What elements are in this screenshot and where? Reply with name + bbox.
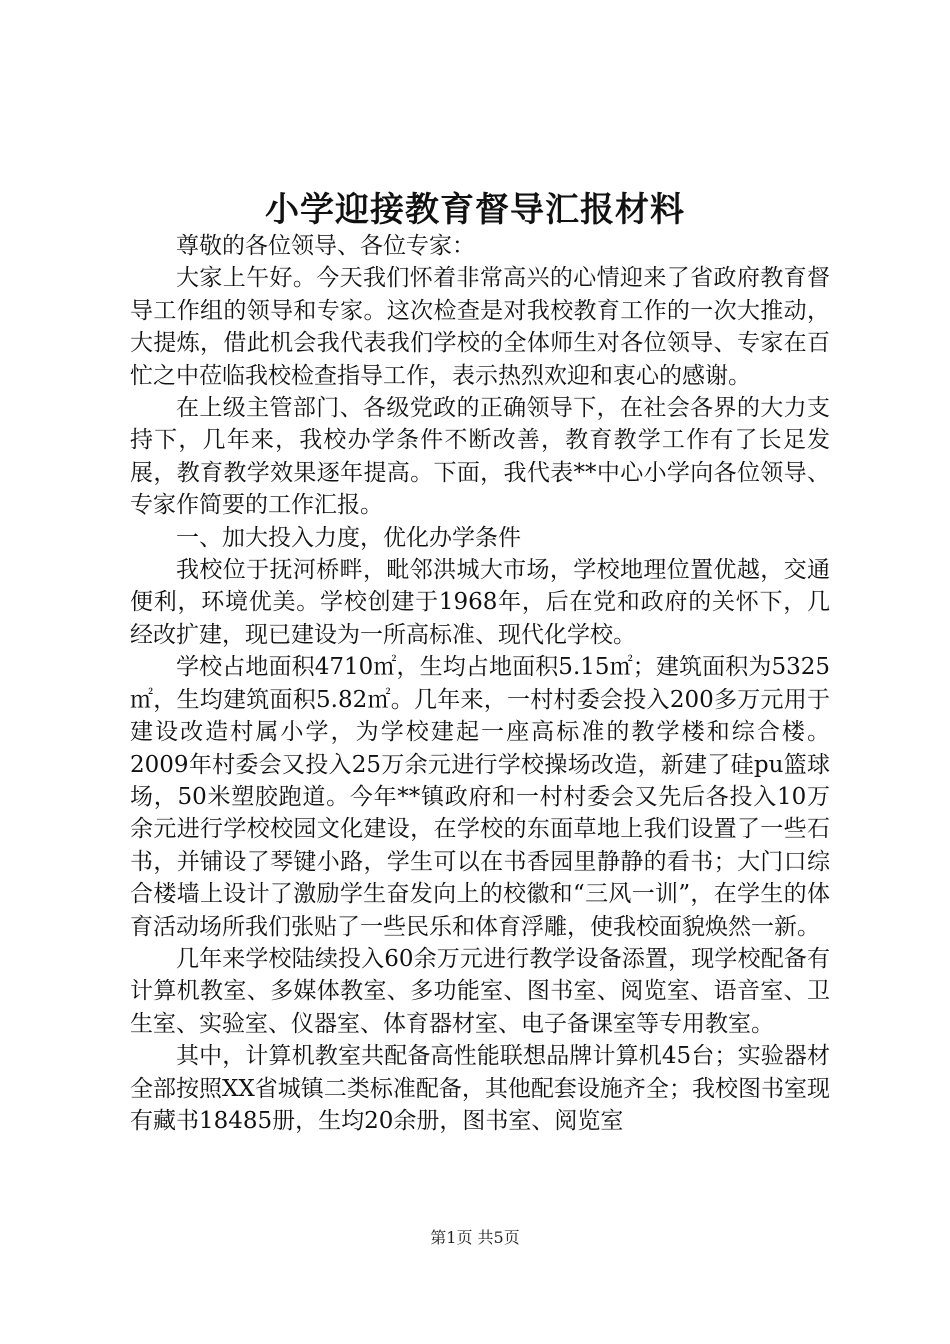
paragraph-greeting: 大家上午好。今天我们怀着非常高兴的心情迎来了省政府教育督导工作组的领导和专家。这次检查是对我校教育工作的一次大推动，大提炼，借此机会我代表我们学校的全体师生对各位领导、专家在百忙之中莅临我校检查指导工作，表示热烈欢迎和衷心的感谢。 xyxy=(130,265,830,389)
paragraph-school-location: 我校位于抚河桥畔，毗邻洪城大市场，学校地理位置优越，交通便利，环境优美。学校创建于1968年，后在党和政府的关怀下，几经改扩建，现已建设为一所高标准、现代化学校。 xyxy=(130,557,830,648)
document-body xyxy=(130,230,830,1137)
document-title: 小学迎接教育督导汇报材料 xyxy=(265,190,685,230)
section-heading-1: 一、加大投入力度，优化办学条件 xyxy=(176,524,521,551)
paragraph-computer-lab: 其中，计算机教室共配备高性能联想品牌计算机45台；实验器材全部按照XX省城镇二类标准配备，其他配套设施齐全；我校图书室现有藏书18485册，生均20余册，图书室、阅览室 xyxy=(130,1043,830,1134)
paragraph-equipment: 几年来学校陆续投入60余万元进行教学设备添置，现学校配备有计算机教室、多媒体教室、多功能室、图书室、阅览室、语音室、卫生室、实验室、仪器室、体育器材室、电子备课室等专用教室。 xyxy=(130,945,830,1037)
page-number-footer: 第1页 共5页 xyxy=(430,1228,520,1247)
paragraph-school-area: 学校占地面积4710㎡，生均占地面积5.15㎡；建筑面积为5325㎡，生均建筑面积5.82㎡。几年来，一村村委会投入200多万元用于建设改造村属小学，为学校建起一座高标准的教学楼和综合楼。2009年村委会又投入25万余元进行学校操场改造，新建了硅pu篮球场，50米塑胶跑道。今年**镇政府和一村村委会又先后各投入10万余元进行学校校园文化建设，在学校的东面草地上我们设置了一些石书，并铺设了琴键小路，学生可以在书香园里静静的看书；大门口综合楼墙上设计了激励学生奋发向上的校徽和“三风一训”，在学生的体育活动场所我们张贴了一些民乐和体育浮雕，使我校面貌焕然一新。 xyxy=(130,654,830,940)
paragraph-introduction: 在上级主管部门、各级党政的正确领导下，在社会各界的大力支持下，几年来，我校办学条件不断改善，教育教学工作有了长足发展，教育教学效果逐年提高。下面，我代表**中心小学向各位领导、专家作简要的工作汇报。 xyxy=(130,395,830,519)
paragraph-salutation: 尊敬的各位领导、各位专家： xyxy=(176,233,475,259)
